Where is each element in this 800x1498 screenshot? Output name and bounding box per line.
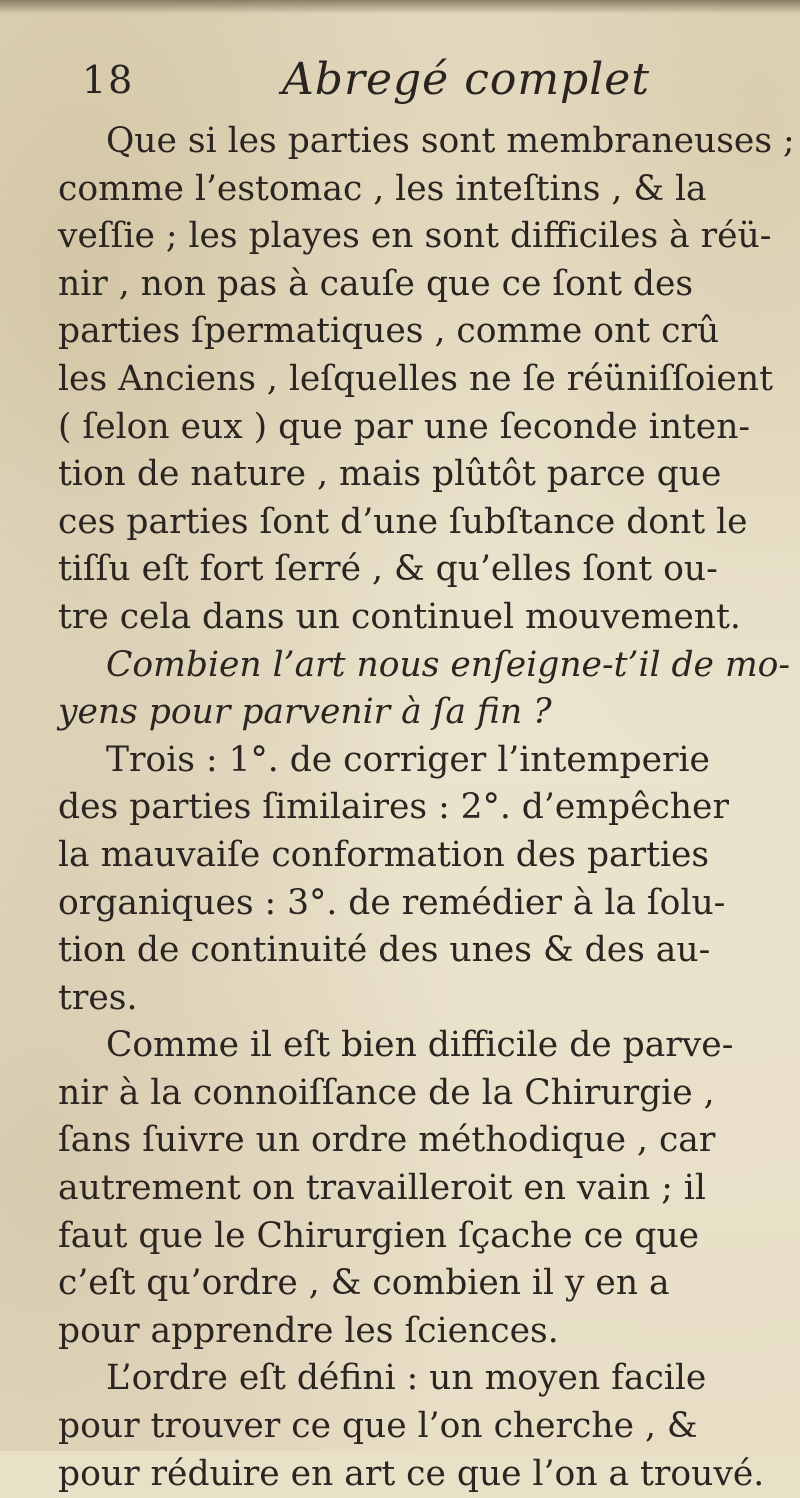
text-line: les Anciens , leſquelles ne ſe réüniſſoient — [58, 358, 773, 399]
page-number: 18 — [82, 58, 135, 102]
text-line: nir à la connoiſſance de la Chirurgie , — [58, 1072, 715, 1113]
text-line: tiſſu eſt fort ſerré , & qu’elles ſont ou- — [58, 549, 718, 590]
text-line: tres. — [58, 977, 138, 1018]
text-line: tion de nature , mais plûtôt parce que — [58, 454, 722, 495]
text-line: ces parties ſont d’une ſubſtance dont le — [58, 501, 748, 542]
text-line: L’ordre eſt défini : un moyen facile — [106, 1358, 707, 1399]
text-line: pour réduire en art ce que l’on a trouvé. — [58, 1453, 765, 1494]
text-line: autrement on travailleroit en vain ; il — [58, 1168, 706, 1209]
text-line: veſſie ; les playes en sont difficiles à réü- — [58, 216, 772, 257]
text-line: parties ſpermatiques , comme ont crû — [58, 311, 720, 352]
text-line: c’eſt qu’ordre , & combien il y en a — [58, 1263, 670, 1304]
page-edge-shadow — [0, 0, 800, 14]
text-line: pour apprendre les ſciences. — [58, 1310, 559, 1351]
page-header — [82, 54, 702, 118]
text-line: Que si les parties sont membraneuses ; — [106, 121, 795, 161]
running-title: Abregé complet — [282, 54, 651, 105]
text-line: ( ſelon eux ) que par une ſeconde inten- — [58, 406, 751, 447]
text-line: faut que le Chirurgien ſçache ce que — [58, 1215, 700, 1256]
text-line: Trois : 1°. de corriger l’intemperie — [106, 739, 710, 780]
text-line: tion de continuité des unes & des au- — [58, 930, 711, 971]
text-line: tre cela dans un continuel mouvement. — [58, 596, 741, 637]
question-line: Combien l’art nous enſeigne-t’il de mo- — [106, 644, 791, 685]
text-line: la mauvaiſe conformation des parties — [58, 834, 710, 875]
text-line: des parties ſimilaires : 2°. d’empêcher — [58, 787, 729, 828]
body-text — [58, 118, 795, 1498]
text-line: comme l’estomac , les inteſtins , & la — [58, 168, 707, 209]
question-line: yens pour parvenir à ſa fin ? — [58, 692, 552, 733]
text-line: pour trouver ce que l’on cherche , & — [58, 1406, 698, 1447]
text-line: Comme il eſt bien difficile de parve- — [106, 1025, 734, 1066]
text-line: ſans ſuivre un ordre méthodique , car — [58, 1120, 716, 1161]
text-line: nir , non pas à cauſe que ce ſont des — [58, 263, 694, 304]
text-line: organiques : 3°. de remédier à la ſolu- — [58, 882, 726, 923]
